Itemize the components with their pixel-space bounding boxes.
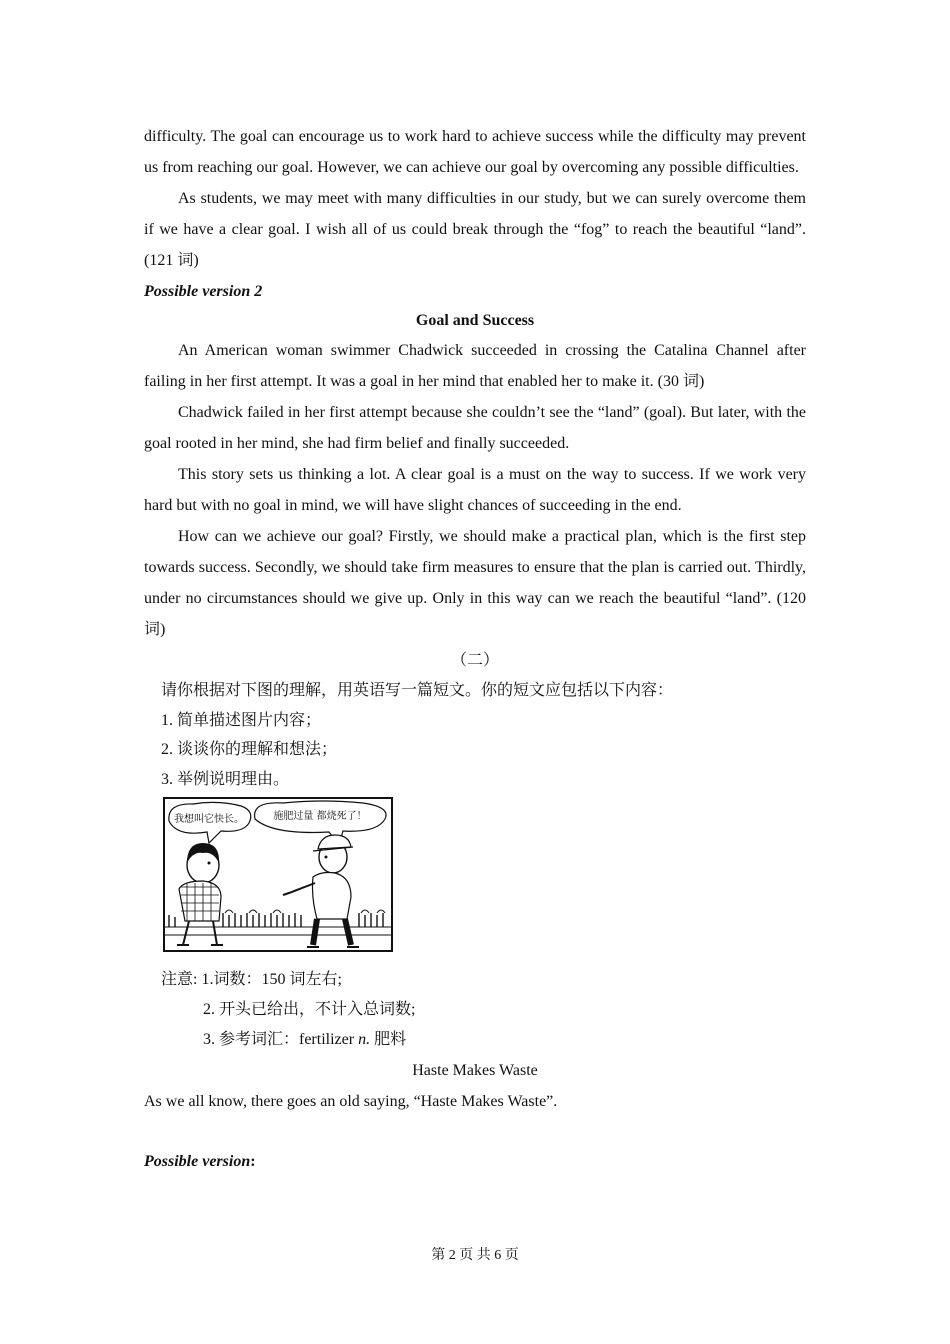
possible-version-colon: : [250,1153,256,1170]
version2-paragraph-3: This story sets us thinking a lot. A clear goal is a must on the way to success. If we work very hard but with no goal in mind, we will have slight chances of succeeding in the end. [144,466,806,514]
version2-paragraph-2: Chadwick failed in her first attempt because she couldn’t see the “land” (goal). But later, with the goal rooted in her mind, she had firm belief and finally succeeded. [144,404,806,452]
version2-paragraph-4: How can we achieve our goal? Firstly, we should make a practical plan, which is the first step towards success. Secondly, we should take firm measures to ensure that the plan is carried out. Thirdly, under no circumstances should we give up. Only in this way can we reach the beautiful “land”. (120 词) [144,528,806,638]
note-vocabulary [144,1025,806,1055]
page-footer: 第 2 页 共 6 页 [431,1248,519,1263]
task-item-3: 3. 举例说明理由。 [161,770,290,788]
essay-title: Haste Makes Waste [412,1062,538,1079]
note-vocabulary-pos: n. [358,1031,371,1048]
bubble-left-text: 我想叫它快长。 [174,814,244,825]
blank-line [144,1117,806,1146]
cartoon-illustration [163,797,393,952]
note-vocabulary-meaning: 肥料 [374,1031,407,1048]
note-opening-given: 2. 开头已给出，不计入总词数; [203,1001,416,1018]
note-word-count: 注意: 1.词数：150 词左右; [161,971,342,988]
version1-paragraph-conclusion: As students, we may meet with many difficulties in our study, but we can surely overcome them if we have a clear goal. I wish all of us could break through the “fog” to reach the beautiful “land”. (121 词) [144,190,806,269]
version2-title: Goal and Success [415,312,535,329]
possible-version-label: Possible version [144,1153,251,1170]
document-body [144,121,806,1177]
possible-version-line [144,1146,806,1177]
task-item-2: 2. 谈谈你的理解和想法； [161,741,338,758]
version1-paragraph-end: difficulty. The goal can encourage us to work hard to achieve success while the difficulty may prevent us from reaching our goal. However, we can achieve our goal by overcoming any possible difficulties. [144,128,806,176]
section-number: （二） [450,652,499,669]
task-instruction: 请你根据对下图的理解，用英语写一篇短文。你的短文应包括以下内容： [161,682,674,699]
version2-paragraph-1: An American woman swimmer Chadwick succeeded in crossing the Catalina Channel after failing in her first attempt. It was a goal in her mind that enabled her to make it. (30 词) [144,342,806,390]
version2-heading: Possible version 2 [144,283,263,300]
essay-opening: As we all know, there goes an old saying, “Haste Makes Waste”. [144,1093,558,1110]
note-vocabulary-prefix: 3. 参考词汇：fertilizer [203,1031,355,1048]
bubble-right-text: 施肥过量 都烧死了！ [273,811,367,822]
task-item-1: 1. 简单描述图片内容； [161,711,322,729]
